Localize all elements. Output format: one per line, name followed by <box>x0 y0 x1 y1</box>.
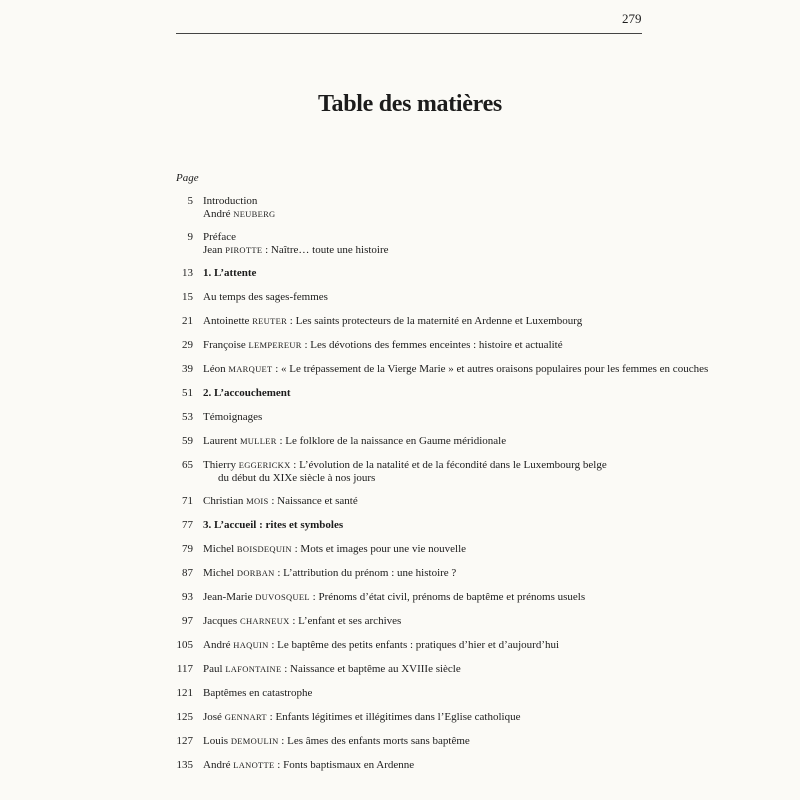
author-first-name: Michel <box>203 543 237 555</box>
author-first-name: Jean <box>203 244 226 256</box>
toc-page-number: 93 <box>182 591 193 603</box>
toc-entry-text <box>203 231 389 257</box>
toc-line <box>203 711 520 724</box>
toc-page-number: 13 <box>182 267 193 279</box>
toc-entry-text <box>203 639 559 652</box>
author-surname: PIROTTE <box>225 245 263 255</box>
toc-title-text: : Mots et images pour une vie nouvelle <box>291 543 467 555</box>
author-surname: REUTER <box>252 316 288 326</box>
toc-page-number: 51 <box>182 387 193 399</box>
author-surname: HAQUIN <box>233 640 269 650</box>
toc-entry-text <box>203 411 262 424</box>
toc-page-number: 39 <box>182 363 193 375</box>
toc-title-text: 2. L’accouchement <box>203 387 291 399</box>
toc-page-number: 127 <box>176 735 193 747</box>
author-surname: LEMPEREUR <box>248 340 302 350</box>
toc-title-text: : « Le trépassement de la Vierge Marie » et autres oraisons populaires pour les femmes en couches <box>272 363 709 375</box>
author-first-name: Laurent <box>203 435 240 447</box>
toc-entry-text <box>203 363 708 376</box>
toc-page-number: 29 <box>182 339 193 351</box>
toc-line <box>203 411 262 424</box>
toc-page-number: 117 <box>176 663 193 675</box>
author-first-name: Léon <box>203 363 229 375</box>
toc-title-text: Préface <box>203 231 236 243</box>
toc-line <box>203 591 585 604</box>
toc-line <box>203 519 343 532</box>
toc-line <box>203 387 291 400</box>
toc-page-number: 105 <box>176 639 193 651</box>
author-surname: EGGERICKX <box>238 460 291 470</box>
toc-line <box>203 663 461 676</box>
toc-line <box>203 495 358 508</box>
toc-title-text: : Naissance et santé <box>268 495 358 507</box>
toc-page-number: 59 <box>182 435 193 447</box>
toc-title-text: : Fonts baptismaux en Ardenne <box>274 759 415 771</box>
author-first-name: André <box>203 208 234 220</box>
toc-title-text: : Le folklore de la naissance en Gaume méridionale <box>276 435 507 447</box>
toc-entry-text <box>203 459 607 485</box>
toc-title-text: : L’enfant et ses archives <box>289 615 402 627</box>
toc-entry-text <box>203 495 358 508</box>
author-first-name: Louis <box>203 735 231 747</box>
page-column-label: Page <box>176 172 199 184</box>
toc-line <box>203 267 256 280</box>
page-title: Table des matières <box>318 91 502 117</box>
author-first-name: Antoinette <box>203 315 253 327</box>
toc-page-number: 71 <box>182 495 193 507</box>
toc-line <box>203 195 276 208</box>
author-surname: DEMOULIN <box>230 736 279 746</box>
author-surname: DUVOSQUEL <box>255 592 310 602</box>
toc-title-text: : Prénoms d’état civil, prénoms de baptême et prénoms usuels <box>309 591 586 603</box>
toc-page-number: 21 <box>182 315 193 327</box>
toc-entry-text <box>203 567 456 580</box>
toc-line <box>203 435 506 448</box>
toc-line <box>203 231 389 244</box>
toc-line <box>203 687 312 700</box>
toc-page-number: 135 <box>176 759 193 771</box>
author-surname: GENNART <box>224 712 267 722</box>
toc-entry-text <box>203 615 401 628</box>
toc-line <box>203 291 328 304</box>
author-first-name: José <box>203 711 225 723</box>
toc-page-number: 65 <box>182 459 193 471</box>
toc-title-text: : Les saints protecteurs de la maternité en Ardenne et Luxembourg <box>287 315 583 327</box>
toc-page-number: 77 <box>182 519 193 531</box>
author-surname: MULLER <box>239 436 277 446</box>
author-first-name: Thierry <box>203 459 239 471</box>
author-first-name: André <box>203 759 234 771</box>
toc-title-text: : Naissance et baptême au XVIIIe siècle <box>281 663 461 675</box>
toc-entry-text <box>203 195 276 221</box>
toc-title-text: 1. L’attente <box>203 267 257 279</box>
author-first-name: Paul <box>203 663 226 675</box>
toc-line <box>203 339 563 352</box>
toc-page-number: 97 <box>182 615 193 627</box>
toc-page-number: 125 <box>176 711 193 723</box>
toc-entry-text <box>203 759 414 772</box>
author-first-name: Michel <box>203 567 237 579</box>
toc-line <box>203 759 414 772</box>
author-first-name: Christian <box>203 495 247 507</box>
toc-title-text: : L’évolution de la natalité et de la fécondité dans le Luxembourg belge <box>290 459 607 471</box>
author-surname: LAFONTAINE <box>225 664 282 674</box>
toc-page-number: 79 <box>182 543 193 555</box>
author-surname: MOIS <box>246 496 269 506</box>
author-first-name: Jean-Marie <box>203 591 256 603</box>
toc-entry-text <box>203 339 563 352</box>
toc-page-number: 53 <box>182 411 193 423</box>
toc-entry-text <box>203 543 466 556</box>
toc-title-text: Témoignages <box>203 411 263 423</box>
toc-page-number: 9 <box>187 231 193 243</box>
author-surname: MARQUET <box>228 364 273 374</box>
toc-entry-text <box>203 435 506 448</box>
toc-line <box>203 615 401 628</box>
toc-title-text: du début du XIXe siècle à nos jours <box>218 472 376 484</box>
toc-line <box>203 363 708 376</box>
toc-title-text: 3. L’accueil : rites et symboles <box>203 519 344 531</box>
toc-title-text: : L’attribution du prénom : une histoire ? <box>274 567 457 579</box>
toc-entry-text <box>203 735 470 748</box>
toc-line <box>203 315 582 328</box>
toc-line <box>203 639 559 652</box>
author-surname: NEUBERG <box>233 209 276 219</box>
toc-line <box>203 208 276 221</box>
toc-title-text: : Les âmes des enfants morts sans baptême <box>278 735 470 747</box>
toc-line-continued <box>203 472 607 485</box>
toc-entry-text <box>203 687 312 700</box>
page-number: 279 <box>622 11 642 26</box>
toc-title-text: : Enfants légitimes et illégitimes dans l’Eglise catholique <box>266 711 521 723</box>
toc-page-number: 121 <box>176 687 193 699</box>
author-surname: DORBAN <box>236 568 275 578</box>
toc-title-text: : Les dévotions des femmes enceintes : histoire et actualité <box>301 339 563 351</box>
toc-line <box>203 567 456 580</box>
toc-section-heading <box>203 267 256 280</box>
author-first-name: Françoise <box>203 339 249 351</box>
author-surname: BOISDEQUIN <box>236 544 292 554</box>
toc-line <box>203 543 466 556</box>
author-surname: CHARNEUX <box>239 616 290 626</box>
toc-entry-text <box>203 291 328 304</box>
toc-page-number: 15 <box>182 291 193 303</box>
toc-entry-text <box>203 591 585 604</box>
toc-page-number: 87 <box>182 567 193 579</box>
toc-entry-text <box>203 663 461 676</box>
toc-title-text: Introduction <box>203 195 258 207</box>
author-first-name: Jacques <box>203 615 240 627</box>
toc-section-heading <box>203 387 291 400</box>
author-first-name: André <box>203 639 234 651</box>
toc-title-text: : Naître… toute une histoire <box>262 244 389 256</box>
author-surname: LANOTTE <box>233 760 275 770</box>
toc-page-number: 5 <box>187 195 193 207</box>
toc-title-text: Baptêmes en catastrophe <box>203 687 313 699</box>
toc-entry-text <box>203 315 582 328</box>
toc-line <box>203 459 607 472</box>
toc-section-heading <box>203 519 343 532</box>
toc-line <box>203 244 389 257</box>
toc-title-text: Au temps des sages-femmes <box>203 291 328 303</box>
header-rule <box>176 33 642 34</box>
toc-title-text: : Le baptême des petits enfants : pratiques d’hier et d’aujourd’hui <box>268 639 560 651</box>
toc-line <box>203 735 470 748</box>
toc-entry-text <box>203 711 520 724</box>
